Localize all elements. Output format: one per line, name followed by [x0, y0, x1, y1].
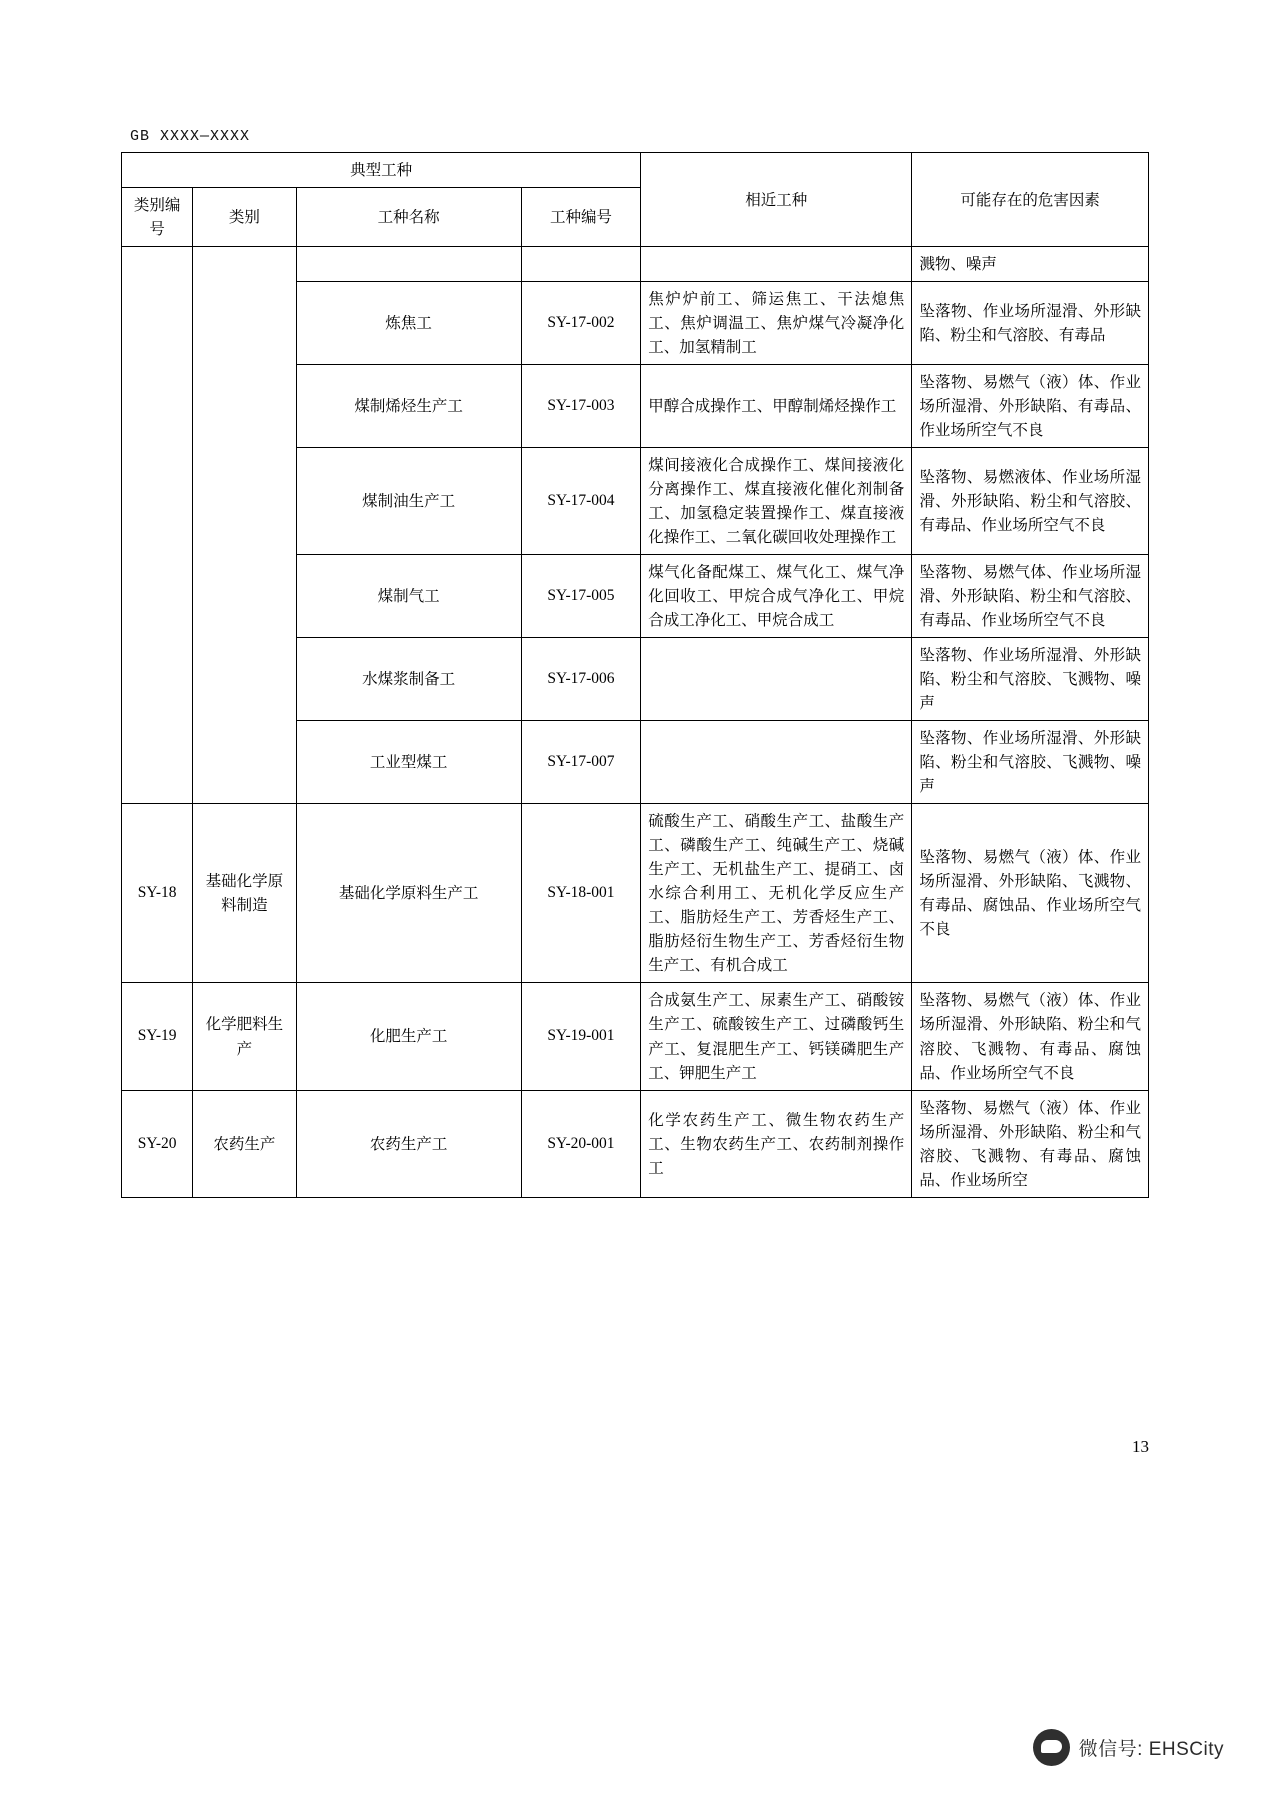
cell-job-name: 煤制油生产工: [296, 448, 521, 555]
cell-similar-jobs: 硫酸生产工、硝酸生产工、盐酸生产工、磷酸生产工、纯碱生产工、烧碱生产工、无机盐生产工、提硝工、卤水综合利用工、无机化学反应生产工、脂肪烃生产工、芳香烃生产工、脂肪烃衍生物生产工、芳香烃衍生物生产工、有机合成工: [641, 804, 912, 983]
cell-similar-jobs: [641, 721, 912, 804]
cell-job-name: [296, 247, 521, 282]
cell-hazards: 坠落物、作业场所湿滑、外形缺陷、粉尘和气溶胶、飞溅物、噪声: [912, 721, 1149, 804]
cell-job-code: SY-17-007: [521, 721, 640, 804]
table-row: [122, 983, 1149, 1090]
cell-similar-jobs: 焦炉炉前工、筛运焦工、干法熄焦工、焦炉调温工、焦炉煤气冷凝净化工、加氢精制工: [641, 282, 912, 365]
header-similar-jobs: 相近工种: [641, 153, 912, 247]
cell-similar-jobs: 甲醇合成操作工、甲醇制烯烃操作工: [641, 365, 912, 448]
table-row: [122, 247, 1149, 282]
table-header-row-1: [122, 153, 1149, 188]
cell-job-name: 化肥生产工: [296, 983, 521, 1090]
watermark: [1033, 1729, 1224, 1766]
standard-number-header: GB XXXX—XXXX: [130, 128, 251, 145]
group-header-typical-jobs: 典型工种: [122, 153, 641, 188]
cell-hazards: 坠落物、易燃液体、作业场所湿滑、外形缺陷、粉尘和气溶胶、有毒品、作业场所空气不良: [912, 448, 1149, 555]
cell-job-name: 基础化学原料生产工: [296, 804, 521, 983]
cell-hazards: 坠落物、易燃气（液）体、作业场所湿滑、外形缺陷、粉尘和气溶胶、飞溅物、有毒品、腐蚀品、作业场所空气不良: [912, 983, 1149, 1090]
table-row: [122, 1090, 1149, 1197]
cell-job-code: SY-17-005: [521, 555, 640, 638]
watermark-label: 微信号: EHSCity: [1078, 1739, 1224, 1760]
table-row: [122, 804, 1149, 983]
header-job-code: 工种编号: [521, 188, 640, 247]
cell-hazards: 坠落物、易燃气（液）体、作业场所湿滑、外形缺陷、飞溅物、有毒品、腐蚀品、作业场所空气不良: [912, 804, 1149, 983]
cell-similar-jobs: 化学农药生产工、微生物农药生产工、生物农药生产工、农药制剂操作工: [641, 1090, 912, 1197]
cell-category-number: [122, 247, 193, 804]
cell-job-code: SY-20-001: [521, 1090, 640, 1197]
page-number: 13: [1132, 1437, 1149, 1456]
cell-hazards: 溅物、噪声: [912, 247, 1149, 282]
cell-category: 基础化学原料制造: [193, 804, 296, 983]
cell-job-name: 煤制烯烃生产工: [296, 365, 521, 448]
cell-similar-jobs: [641, 638, 912, 721]
cell-similar-jobs: 煤间接液化合成操作工、煤间接液化分离操作工、煤直接液化催化剂制备工、加氢稳定装置操作工、煤直接液化操作工、二氧化碳回收处理操作工: [641, 448, 912, 555]
cell-category-number: SY-18: [122, 804, 193, 983]
cell-job-code: SY-18-001: [521, 804, 640, 983]
cell-job-name: 炼焦工: [296, 282, 521, 365]
cell-category-number: SY-19: [122, 983, 193, 1090]
cell-hazards: 坠落物、作业场所湿滑、外形缺陷、粉尘和气溶胶、飞溅物、噪声: [912, 638, 1149, 721]
header-category: 类别: [193, 188, 296, 247]
header-hazards: 可能存在的危害因素: [912, 153, 1149, 247]
cell-category: 化学肥料生产: [193, 983, 296, 1090]
cell-hazards: 坠落物、易燃气（液）体、作业场所湿滑、外形缺陷、有毒品、作业场所空气不良: [912, 365, 1149, 448]
cell-job-name: 农药生产工: [296, 1090, 521, 1197]
cell-job-name: 水煤浆制备工: [296, 638, 521, 721]
occupation-hazard-table: [121, 152, 1149, 1198]
cell-job-name: 煤制气工: [296, 555, 521, 638]
cell-category-number: SY-20: [122, 1090, 193, 1197]
cell-hazards: 坠落物、易燃气体、作业场所湿滑、外形缺陷、粉尘和气溶胶、有毒品、作业场所空气不良: [912, 555, 1149, 638]
cell-category: 农药生产: [193, 1090, 296, 1197]
cell-hazards: 坠落物、作业场所湿滑、外形缺陷、粉尘和气溶胶、有毒品: [912, 282, 1149, 365]
cell-hazards: 坠落物、易燃气（液）体、作业场所湿滑、外形缺陷、粉尘和气溶胶、飞溅物、有毒品、腐蚀品、作业场所空: [912, 1090, 1149, 1197]
cell-similar-jobs: [641, 247, 912, 282]
cell-job-code: SY-19-001: [521, 983, 640, 1090]
cell-job-code: [521, 247, 640, 282]
cell-similar-jobs: 合成氨生产工、尿素生产工、硝酸铵生产工、硫酸铵生产工、过磷酸钙生产工、复混肥生产工、钙镁磷肥生产工、钾肥生产工: [641, 983, 912, 1090]
cell-job-name: 工业型煤工: [296, 721, 521, 804]
wechat-icon: [1033, 1729, 1070, 1766]
cell-job-code: SY-17-003: [521, 365, 640, 448]
header-category-number: 类别编号: [122, 188, 193, 247]
cell-job-code: SY-17-004: [521, 448, 640, 555]
header-job-name: 工种名称: [296, 188, 521, 247]
cell-job-code: SY-17-006: [521, 638, 640, 721]
cell-category: [193, 247, 296, 804]
cell-similar-jobs: 煤气化备配煤工、煤气化工、煤气净化回收工、甲烷合成气净化工、甲烷合成工净化工、甲烷合成工: [641, 555, 912, 638]
cell-job-code: SY-17-002: [521, 282, 640, 365]
